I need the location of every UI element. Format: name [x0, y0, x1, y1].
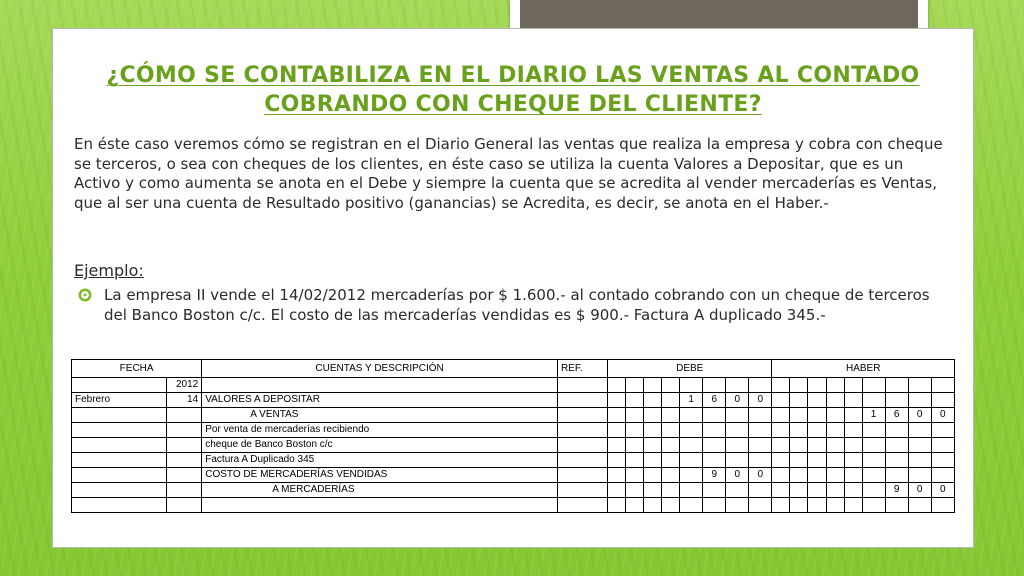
- cell-haber-digit: [862, 438, 885, 453]
- table-row: [72, 393, 955, 408]
- cell-haber-digit: [844, 408, 862, 423]
- cell-haber-digit: 0: [908, 483, 931, 498]
- cell-debe-digit: [626, 498, 644, 513]
- cell-cuenta: A MERCADERÍAS: [202, 483, 558, 498]
- cell-haber-digit: [844, 483, 862, 498]
- cell-haber-digit: [772, 378, 790, 393]
- cell-debe-digit: [662, 468, 680, 483]
- cell-haber-digit: [908, 438, 931, 453]
- cell-debe-digit: [680, 483, 703, 498]
- cell-haber-digit: [772, 498, 790, 513]
- cell-debe-digit: 0: [726, 393, 749, 408]
- cell-haber-digit: [885, 468, 908, 483]
- cell-haber-digit: [844, 468, 862, 483]
- cell-haber-digit: [862, 468, 885, 483]
- cell-ref: [557, 468, 607, 483]
- cell-ref: [557, 438, 607, 453]
- cell-fecha-month: [72, 498, 167, 513]
- cell-debe-digit: [644, 408, 662, 423]
- table-row: [72, 438, 955, 453]
- cell-fecha-month: [72, 468, 167, 483]
- cell-fecha-day: 2012: [167, 378, 202, 393]
- cell-cuenta: Por venta de mercaderías recibiendo: [202, 423, 558, 438]
- cell-haber-digit: [862, 453, 885, 468]
- cell-fecha-month: [72, 438, 167, 453]
- cell-fecha-month: [72, 423, 167, 438]
- cell-debe-digit: [644, 423, 662, 438]
- cell-haber-digit: [885, 453, 908, 468]
- cell-haber-digit: [844, 378, 862, 393]
- cell-haber-digit: [862, 378, 885, 393]
- cell-haber-digit: [908, 468, 931, 483]
- cell-haber-digit: [931, 498, 954, 513]
- cell-debe-digit: [726, 378, 749, 393]
- cell-haber-digit: [772, 453, 790, 468]
- cell-haber-digit: [808, 483, 826, 498]
- bullet-ring-icon: [78, 288, 92, 302]
- header-fecha: FECHA: [72, 360, 202, 378]
- cell-debe-digit: [644, 393, 662, 408]
- cell-ref: [557, 453, 607, 468]
- cell-debe-digit: [749, 378, 772, 393]
- cell-haber-digit: [790, 468, 808, 483]
- table-row: [72, 453, 955, 468]
- header-cuentas: CUENTAS Y DESCRIPCIÓN: [202, 360, 558, 378]
- cell-haber-digit: [862, 423, 885, 438]
- cell-ref: [557, 498, 607, 513]
- cell-haber-digit: [808, 378, 826, 393]
- cell-debe-digit: [626, 408, 644, 423]
- cell-haber-digit: [826, 498, 844, 513]
- slide-card: [52, 28, 974, 548]
- cell-ref: [557, 423, 607, 438]
- cell-debe-digit: [608, 453, 626, 468]
- cell-debe-digit: [680, 423, 703, 438]
- cell-cuenta: [202, 498, 558, 513]
- cell-debe-digit: [662, 483, 680, 498]
- cell-debe-digit: [726, 438, 749, 453]
- cell-debe-digit: [726, 483, 749, 498]
- cell-debe-digit: [680, 408, 703, 423]
- cell-haber-digit: [808, 468, 826, 483]
- cell-ref: [557, 378, 607, 393]
- intro-paragraph: En éste caso veremos cómo se registran en el Diario General las ventas que realiza la empresa y cobra con cheque se terceros, o sea con cheques de los clientes, en éste caso se utiliza la cuenta Valores a Depositar, que es un Activo y como aumenta se anota en el Debe y siempre la cuenta que se acredita al vender mercaderías es Ventas, que al ser una cuenta de Resultado positivo (ganancias) se Acredita, es decir, se anota en el Haber.-: [74, 135, 943, 212]
- cell-haber-digit: 9: [885, 483, 908, 498]
- table-row: [72, 423, 955, 438]
- cell-fecha-month: [72, 378, 167, 393]
- cell-debe-digit: [608, 378, 626, 393]
- cell-haber-digit: [908, 498, 931, 513]
- cell-fecha-day: [167, 438, 202, 453]
- cell-cuenta: Factura A Duplicado 345: [202, 453, 558, 468]
- cell-haber-digit: [885, 393, 908, 408]
- example-heading: Ejemplo:: [74, 261, 144, 280]
- cell-debe-digit: 0: [726, 468, 749, 483]
- table-row: [72, 483, 955, 498]
- cell-haber-digit: [790, 393, 808, 408]
- cell-haber-digit: [808, 498, 826, 513]
- cell-haber-digit: 1: [862, 408, 885, 423]
- cell-debe-digit: [680, 438, 703, 453]
- example-bullet-text: La empresa II vende el 14/02/2012 mercaderías por $ 1.600.- al contado cobrando con un cheque de terceros del Banco Boston c/c. El costo de las mercaderías vendidas es $ 900.- Factura A duplicado 345.-: [104, 286, 930, 324]
- cell-haber-digit: [862, 483, 885, 498]
- cell-debe-digit: [703, 453, 726, 468]
- cell-debe-digit: [626, 453, 644, 468]
- cell-debe-digit: [626, 378, 644, 393]
- cell-debe-digit: [662, 453, 680, 468]
- cell-fecha-day: 14: [167, 393, 202, 408]
- cell-fecha-day: [167, 498, 202, 513]
- cell-debe-digit: [749, 408, 772, 423]
- cell-ref: [557, 483, 607, 498]
- cell-debe-digit: [662, 423, 680, 438]
- table-header-row: [72, 360, 955, 378]
- cell-debe-digit: [608, 468, 626, 483]
- cell-haber-digit: [931, 423, 954, 438]
- cell-haber-digit: [790, 408, 808, 423]
- cell-debe-digit: [644, 498, 662, 513]
- cell-haber-digit: [844, 438, 862, 453]
- cell-ref: [557, 393, 607, 408]
- header-debe: DEBE: [608, 360, 772, 378]
- cell-debe-digit: [703, 498, 726, 513]
- cell-haber-digit: [826, 423, 844, 438]
- cell-cuenta: A VENTAS: [202, 408, 558, 423]
- cell-debe-digit: [662, 438, 680, 453]
- cell-debe-digit: [703, 423, 726, 438]
- cell-debe-digit: [608, 408, 626, 423]
- header-ref: REF.: [557, 360, 607, 378]
- table-row: [72, 408, 955, 423]
- cell-debe-digit: [608, 438, 626, 453]
- cell-haber-digit: [885, 498, 908, 513]
- cell-debe-digit: [626, 483, 644, 498]
- cell-fecha-month: [72, 453, 167, 468]
- cell-debe-digit: [726, 498, 749, 513]
- cell-haber-digit: [862, 498, 885, 513]
- cell-debe-digit: [644, 453, 662, 468]
- cell-haber-digit: 0: [908, 408, 931, 423]
- cell-haber-digit: [908, 453, 931, 468]
- cell-haber-digit: [808, 423, 826, 438]
- cell-haber-digit: [844, 423, 862, 438]
- journal-table: [71, 359, 955, 513]
- cell-fecha-day: [167, 423, 202, 438]
- cell-debe-digit: [749, 438, 772, 453]
- cell-debe-digit: [703, 378, 726, 393]
- cell-haber-digit: [885, 423, 908, 438]
- cell-haber-digit: 0: [931, 483, 954, 498]
- cell-debe-digit: [608, 423, 626, 438]
- cell-haber-digit: [772, 468, 790, 483]
- cell-haber-digit: [931, 453, 954, 468]
- cell-cuenta: cheque de Banco Boston c/c: [202, 438, 558, 453]
- cell-haber-digit: [931, 438, 954, 453]
- cell-haber-digit: [808, 453, 826, 468]
- header-haber: HABER: [772, 360, 955, 378]
- cell-debe-digit: [749, 483, 772, 498]
- cell-cuenta: VALORES A DEPOSITAR: [202, 393, 558, 408]
- cell-debe-digit: [608, 393, 626, 408]
- cell-debe-digit: [749, 498, 772, 513]
- cell-haber-digit: [772, 438, 790, 453]
- cell-fecha-day: [167, 453, 202, 468]
- cell-fecha-day: [167, 408, 202, 423]
- cell-cuenta: [202, 378, 558, 393]
- cell-debe-digit: [703, 408, 726, 423]
- cell-debe-digit: [726, 423, 749, 438]
- cell-haber-digit: [908, 393, 931, 408]
- cell-debe-digit: [662, 378, 680, 393]
- cell-haber-digit: [826, 468, 844, 483]
- cell-haber-digit: [772, 393, 790, 408]
- cell-haber-digit: [790, 483, 808, 498]
- cell-debe-digit: 6: [703, 393, 726, 408]
- cell-debe-digit: [680, 468, 703, 483]
- cell-haber-digit: [790, 378, 808, 393]
- cell-debe-digit: [662, 393, 680, 408]
- cell-debe-digit: [749, 453, 772, 468]
- cell-debe-digit: [703, 483, 726, 498]
- cell-haber-digit: [826, 393, 844, 408]
- cell-debe-digit: [626, 423, 644, 438]
- cell-haber-digit: [844, 393, 862, 408]
- cell-haber-digit: [931, 468, 954, 483]
- cell-debe-digit: [644, 483, 662, 498]
- cell-debe-digit: 0: [749, 468, 772, 483]
- cell-haber-digit: [790, 453, 808, 468]
- table-row: [72, 378, 955, 393]
- cell-debe-digit: 9: [703, 468, 726, 483]
- cell-haber-digit: [908, 378, 931, 393]
- cell-debe-digit: [626, 468, 644, 483]
- cell-fecha-month: [72, 483, 167, 498]
- cell-debe-digit: [626, 438, 644, 453]
- slide-title: ¿CÓMO SE CONTABILIZA EN EL DIARIO LAS VENTAS AL CONTADO COBRANDO CON CHEQUE DEL CLIENTE?: [106, 63, 920, 117]
- cell-haber-digit: [844, 453, 862, 468]
- cell-haber-digit: [808, 393, 826, 408]
- cell-debe-digit: [644, 378, 662, 393]
- cell-debe-digit: [662, 408, 680, 423]
- cell-fecha-day: [167, 483, 202, 498]
- cell-debe-digit: [662, 498, 680, 513]
- cell-cuenta: COSTO DE MERCADERÍAS VENDIDAS: [202, 468, 558, 483]
- cell-haber-digit: [826, 378, 844, 393]
- cell-haber-digit: 6: [885, 408, 908, 423]
- cell-debe-digit: [726, 408, 749, 423]
- cell-haber-digit: 0: [931, 408, 954, 423]
- cell-fecha-day: [167, 468, 202, 483]
- cell-debe-digit: [703, 438, 726, 453]
- cell-haber-digit: [808, 408, 826, 423]
- cell-debe-digit: 0: [749, 393, 772, 408]
- cell-haber-digit: [826, 453, 844, 468]
- cell-fecha-month: Febrero: [72, 393, 167, 408]
- cell-haber-digit: [885, 438, 908, 453]
- cell-debe-digit: [680, 378, 703, 393]
- cell-haber-digit: [826, 438, 844, 453]
- cell-haber-digit: [808, 438, 826, 453]
- cell-ref: [557, 408, 607, 423]
- cell-debe-digit: [726, 453, 749, 468]
- cell-debe-digit: [749, 423, 772, 438]
- cell-debe-digit: 1: [680, 393, 703, 408]
- cell-haber-digit: [772, 423, 790, 438]
- cell-fecha-month: [72, 408, 167, 423]
- cell-debe-digit: [608, 498, 626, 513]
- cell-debe-digit: [644, 438, 662, 453]
- cell-haber-digit: [826, 408, 844, 423]
- cell-debe-digit: [626, 393, 644, 408]
- cell-debe-digit: [680, 498, 703, 513]
- table-row: [72, 498, 955, 513]
- cell-haber-digit: [885, 378, 908, 393]
- cell-haber-digit: [790, 423, 808, 438]
- cell-haber-digit: [862, 393, 885, 408]
- cell-haber-digit: [772, 408, 790, 423]
- cell-debe-digit: [644, 468, 662, 483]
- cell-haber-digit: [931, 393, 954, 408]
- cell-haber-digit: [931, 378, 954, 393]
- table-row: [72, 468, 955, 483]
- cell-debe-digit: [608, 483, 626, 498]
- cell-haber-digit: [826, 483, 844, 498]
- cell-haber-digit: [772, 483, 790, 498]
- cell-haber-digit: [790, 498, 808, 513]
- cell-haber-digit: [908, 423, 931, 438]
- cell-haber-digit: [790, 438, 808, 453]
- cell-haber-digit: [844, 498, 862, 513]
- cell-debe-digit: [680, 453, 703, 468]
